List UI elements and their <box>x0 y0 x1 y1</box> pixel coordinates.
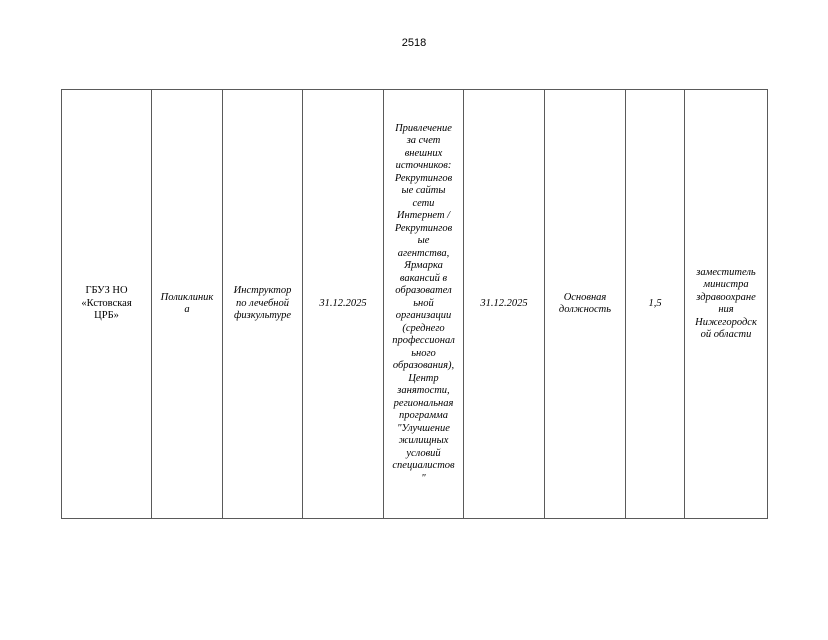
date-2-text: 31.12.2025 <box>480 297 528 309</box>
rate-text: 1,5 <box>648 297 662 309</box>
job-type-text: Основная должность <box>558 291 612 315</box>
table-row <box>62 90 768 519</box>
rate-cell <box>626 90 685 519</box>
page-number: 2518 <box>401 37 427 49</box>
methods-text: Привлечение за счет внешних источников: Рекрутингов ые сайты сети Интернет / Рекрутингов ые агентства, Ярмарка вакансий в образовател ьной организации (среднего профессионал ьного образования), Центр занятости, региональная программа "Улучшение жилищных условий специалистов " <box>392 122 455 484</box>
department-cell <box>152 90 223 519</box>
methods-cell <box>384 90 464 519</box>
date-2-cell <box>464 90 545 519</box>
responsible-text: заместитель министра здравоохране ния Нижегородск ой области <box>695 266 757 340</box>
date-1-cell <box>303 90 384 519</box>
staffing-table <box>61 89 768 519</box>
position-text: Инструктор по лечебной физкультуре <box>233 285 292 322</box>
job-type-cell <box>545 90 626 519</box>
organization-text: ГБУЗ НО «Кстовская ЦРБ» <box>81 285 132 322</box>
organization-cell <box>62 90 152 519</box>
department-text: Поликлиник а <box>160 291 214 315</box>
date-1-text: 31.12.2025 <box>319 297 367 309</box>
responsible-cell <box>685 90 768 519</box>
position-cell <box>223 90 303 519</box>
